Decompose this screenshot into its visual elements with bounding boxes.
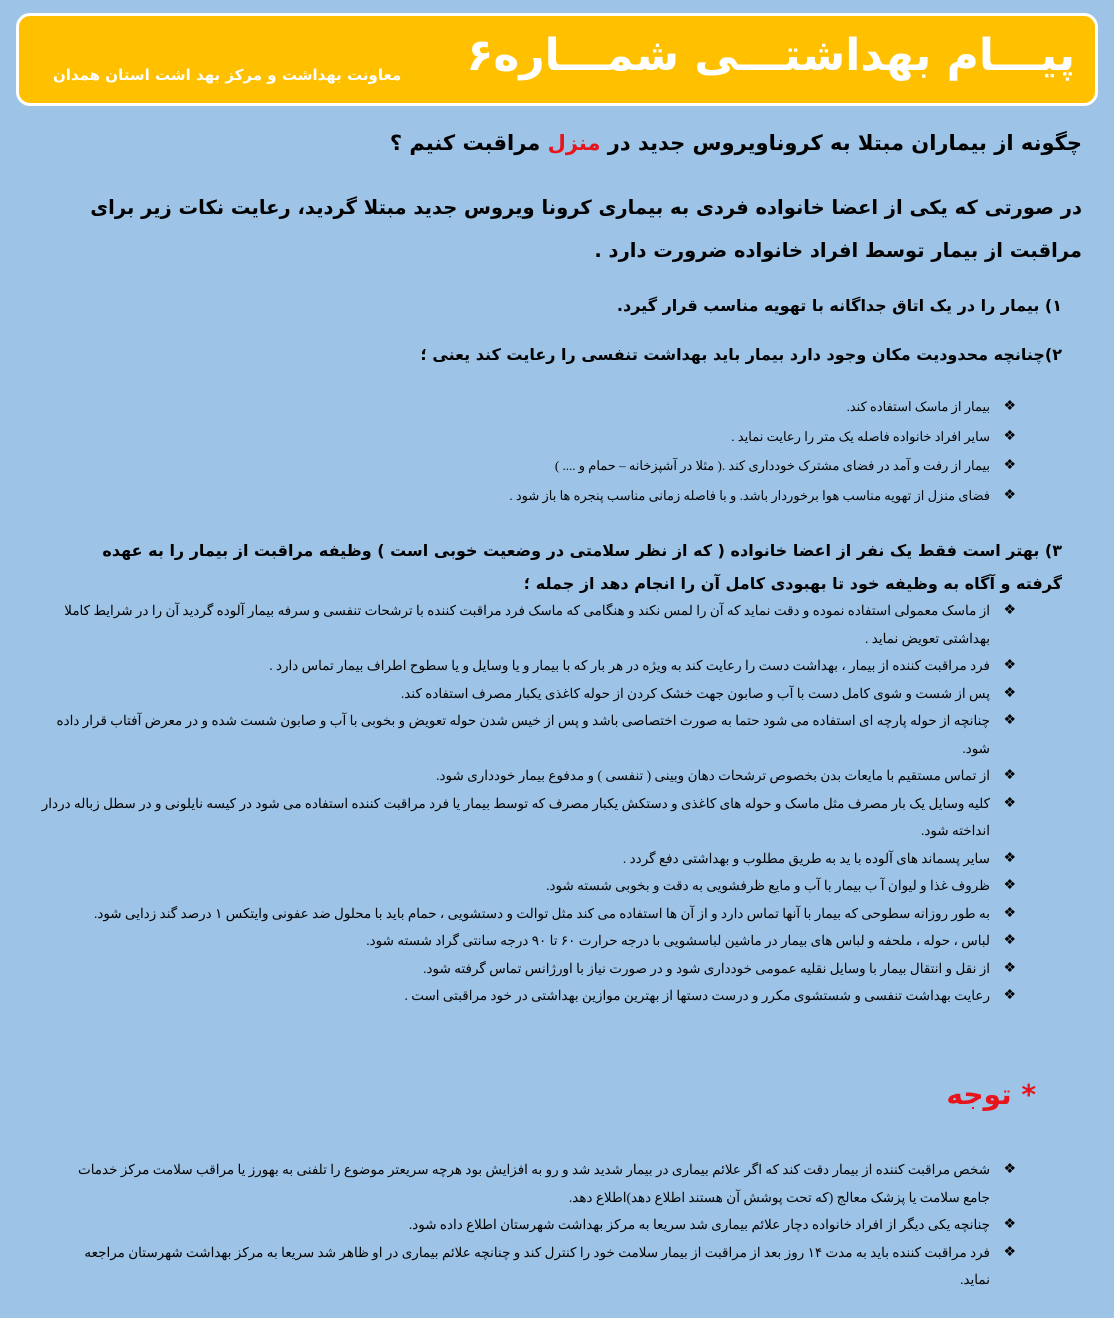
diamond-bullet-icon: ❖ [1003,1162,1016,1177]
list-item [40,652,1016,680]
diamond-bullet-icon: ❖ [1003,458,1016,473]
diamond-bullet-icon: ❖ [1003,1217,1016,1232]
list-item [300,422,1016,452]
list-item-text: به طور روزانه سطوحی که بیمار با آنها تماس دارد و از آن ها استفاده می کند مثل توالت و دستشویی ، حمام باید با محلول ضد عفونی وایتکس ۱ درصد گند زدایی شود. [93,905,990,921]
list-item [58,1239,1016,1294]
list-item-text: ظروف غذا و لیوان آ ب بیمار با آب و مایع ظرفشویی به دقت و بخوبی شسته شود. [546,878,990,893]
list-item-text: لباس ، حوله ، ملحفه و لباس های بیمار در ماشین لباسشویی با درجه حرارت ۶۰ تا ۹۰ درجه سانتی گراد شسته شود. [366,933,990,948]
list-item-text: از نقل و انتقال بیمار با وسایل نقلیه عمومی خودداری شود و در صورت نیاز با اورژانس تماس گرفته شود. [423,960,990,976]
diamond-bullet-icon: ❖ [1003,933,1016,948]
heading-part-2: مراقبت کنیم ؟ [389,131,548,155]
list-item-text: رعایت بهداشت تنفسی و شستشوی مکرر و درست دستها از بهترین موازین بهداشتی در خود مراقبتی است . [404,988,990,1003]
list-item-text: از ماسک معمولی استفاده نموده و دقت نماید که آن را لمس نکند و هنگامی که ماسک فرد مراقبت کننده با ترشحات تنفسی و سرفه بیمار آلوده گردید آن را در شرایط کاملا بهداشتی تعویض نماید . [64,603,990,646]
list-item [40,982,1016,1010]
diamond-bullet-icon: ❖ [1003,713,1016,728]
diamond-bullet-icon: ❖ [1003,428,1016,444]
section-2-title: ۲)چنانچه محدودیت مکان وجود دارد بیمار باید بهداشت تنفسی را رعایت کند یعنی ؛ [420,345,1062,364]
list-item [40,872,1016,900]
banner-subtitle: معاونت بهداشت و مرکز بهد اشت استان همدان [53,66,402,84]
list-item-text: بیمار از ماسک استفاده کند. [846,399,990,414]
list-item [300,451,1016,481]
diamond-bullet-icon: ❖ [1003,658,1016,673]
diamond-bullet-icon: ❖ [1003,399,1016,414]
heading-part-1: چگونه از بیماران مبتلا به کروناویروس جدید در [600,131,1082,155]
diamond-bullet-icon: ❖ [1003,768,1016,783]
list-item [40,762,1016,790]
section-3-list [40,597,1016,1010]
diamond-bullet-icon: ❖ [1003,905,1016,921]
intro-paragraph: در صورتی که یکی از اعضا خانواده فردی به بیماری کرونا ویروس جدید مبتلا گردید، رعایت نکات زیر برای مراقبت از بیمار توسط افراد خانواده ضرورت دارد . [90,196,1082,262]
list-item [40,597,1016,652]
list-item-text: کلیه وسایل یک بار مصرف مثل ماسک و حوله های کاغذی و دستکش یکبار مصرف که توسط بیمار یا فرد مراقبت کننده استفاده می شود در کیسه نایلونی و در سطل زباله دردار انداخته شود. [41,795,990,838]
section-2-list [300,392,1016,510]
diamond-bullet-icon: ❖ [1003,487,1016,503]
note-heading: * توجه [946,1078,1036,1111]
diamond-bullet-icon: ❖ [1003,878,1016,893]
list-item-text: بیمار از رفت و آمد در فضای مشترک خودداری کند .( مثلا در آشپزخانه – حمام و .... ) [554,458,990,473]
section-3-title: ۳) بهتر است فقط یک نفر از اعضا خانواده ( که از نظر سلامتی در وضعیت خوبی است ) وظیفه مراقبت از بیمار را به عهده گرفته و آگاه به وظیفه خود تا بهبودی کامل آن را انجام دهد از جمله ؛ [102,541,1062,593]
list-item [300,392,1016,422]
list-item-text: فرد مراقبت کننده باید به مدت ۱۴ روز بعد از مراقبت از بیمار سلامت خود را کنترل کند و چنانچه علائم بیماری در او ظاهر شد سریعا به مرکز بهداشت شهرستان مراجعه نماید. [84,1244,990,1287]
banner-title: پیـــام بهداشتـــی شمـــاره۶ [466,30,1075,81]
list-item [300,481,1016,511]
list-item-text: فرد مراقبت کننده از بیمار ، بهداشت دست را رعایت کند به ویژه در هر بار که با بیمار و یا وسایل و یا سطوح اطراف بیمار تماس دارد . [269,658,990,673]
diamond-bullet-icon: ❖ [1003,1244,1016,1260]
note-list [58,1156,1016,1294]
diamond-bullet-icon: ❖ [1003,988,1016,1003]
list-item [40,707,1016,762]
main-question-heading [390,131,1082,155]
diamond-bullet-icon: ❖ [1003,603,1016,618]
list-item [40,845,1016,873]
list-item-text: پس از شست و شوی کامل دست با آب و صابون جهت خشک کردن از حوله کاغذی یکبار مصرف استفاده کند. [400,685,990,701]
list-item-text: چنانچه از حوله پارچه ای استفاده می شود حتما به صورت اختصاصی باشد و پس از خیس شدن حوله تعویض و بخوبی با آب و صابون شست شده و در معرض آفتاب قرار داده شود. [56,713,990,756]
heading-highlight: منزل [547,131,601,155]
list-item [40,927,1016,955]
header-banner [16,13,1098,106]
diamond-bullet-icon: ❖ [1003,795,1016,811]
list-item-text: چنانچه یکی دیگر از افراد خانواده دچار علائم بیماری شد سریعا به مرکز بهداشت شهرستان اطلاع داده شود. [408,1217,990,1232]
list-item-text: شخص مراقبت کننده از بیمار دقت کند که اگر علائم بیماری در بیمار شدید شد و رو به افزایش بود هرچه سریعتر موضوع را تلفنی به بهورز یا مراقب سلامت مرکز خدمات جامع سلامت یا پزشک معالج (که تحت پوشش آن هستند اطلاع دهد)اطلاع دهد. [77,1162,990,1205]
diamond-bullet-icon: ❖ [1003,960,1016,976]
list-item-text: فضای منزل از تهویه مناسب هوا برخوردار باشد. و با فاصله زمانی مناسب پنجره ها باز شود . [509,487,990,503]
section-1: ۱) بیمار را در یک اتاق جداگانه با تهویه مناسب قرار گیرد. [616,296,1062,315]
list-item-text: از تماس مستقیم با مایعات بدن بخصوص ترشحات دهان وبینی ( تنفسی ) و مدفوع بیمار خودداری شود. [436,768,990,783]
list-item-text: سایر پسماند های آلوده با ید به طریق مطلوب و بهداشتی دفع گردد . [622,850,990,866]
diamond-bullet-icon: ❖ [1003,685,1016,701]
list-item [58,1211,1016,1239]
list-item [40,680,1016,708]
list-item [40,790,1016,845]
list-item [40,900,1016,928]
diamond-bullet-icon: ❖ [1003,850,1016,866]
list-item [58,1156,1016,1211]
list-item-text: سایر افراد خانواده فاصله یک متر را رعایت نماید . [731,428,990,444]
list-item [40,955,1016,983]
